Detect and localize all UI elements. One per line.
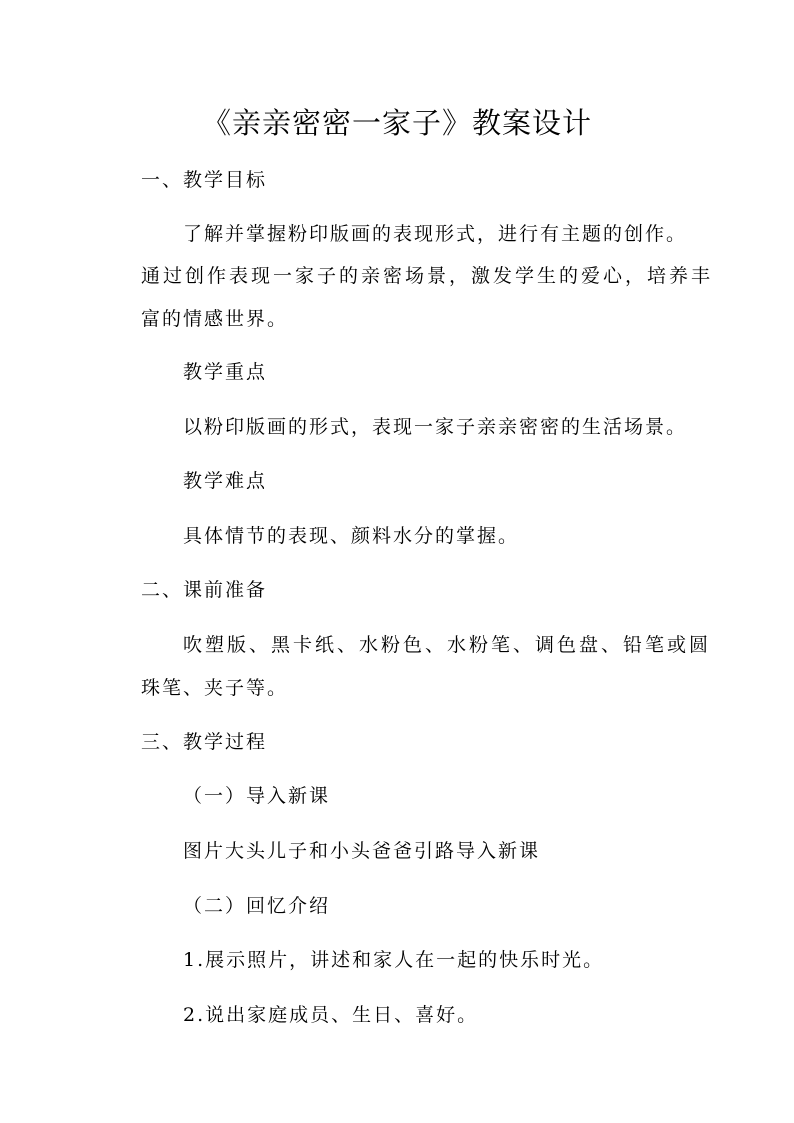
difficult-points-heading: 教学难点	[183, 470, 268, 492]
objectives-paragraph-line-1: 了解并掌握粉印版画的表现形式，进行有主题的创作。	[183, 223, 688, 245]
subsection-heading-recall: （二）回忆介绍	[183, 895, 331, 917]
section-heading-process: 三、教学过程	[141, 731, 268, 753]
key-points-text: 以粉印版画的形式，表现一家子亲亲密密的生活场景。	[183, 416, 688, 438]
objectives-paragraph-line-3: 富的情感世界。	[141, 308, 289, 330]
objectives-paragraph-line-2: 通过创作表现一家子的亲密场景，激发学生的爱心，培养丰	[141, 265, 714, 287]
recall-item-1: 1.展示照片，讲述和家人在一起的快乐时光。	[183, 949, 605, 971]
key-points-heading: 教学重点	[183, 361, 268, 383]
recall-item-2: 2.说出家庭成员、生日、喜好。	[183, 1004, 479, 1026]
intro-text: 图片大头儿子和小头爸爸引路导入新课	[183, 840, 541, 862]
preparation-line-2: 珠笔、夹子等。	[141, 677, 289, 699]
section-heading-preparation: 二、课前准备	[141, 579, 268, 601]
section-heading-objectives: 一、教学目标	[141, 169, 268, 191]
preparation-line-1: 吹塑版、黑卡纸、水粉色、水粉笔、调色盘、铅笔或圆	[183, 634, 712, 656]
subsection-heading-intro: （一）导入新课	[183, 785, 331, 807]
difficult-points-text: 具体情节的表现、颜料水分的掌握。	[183, 525, 520, 547]
document-title: 《亲亲密密一家子》教案设计	[201, 106, 592, 140]
